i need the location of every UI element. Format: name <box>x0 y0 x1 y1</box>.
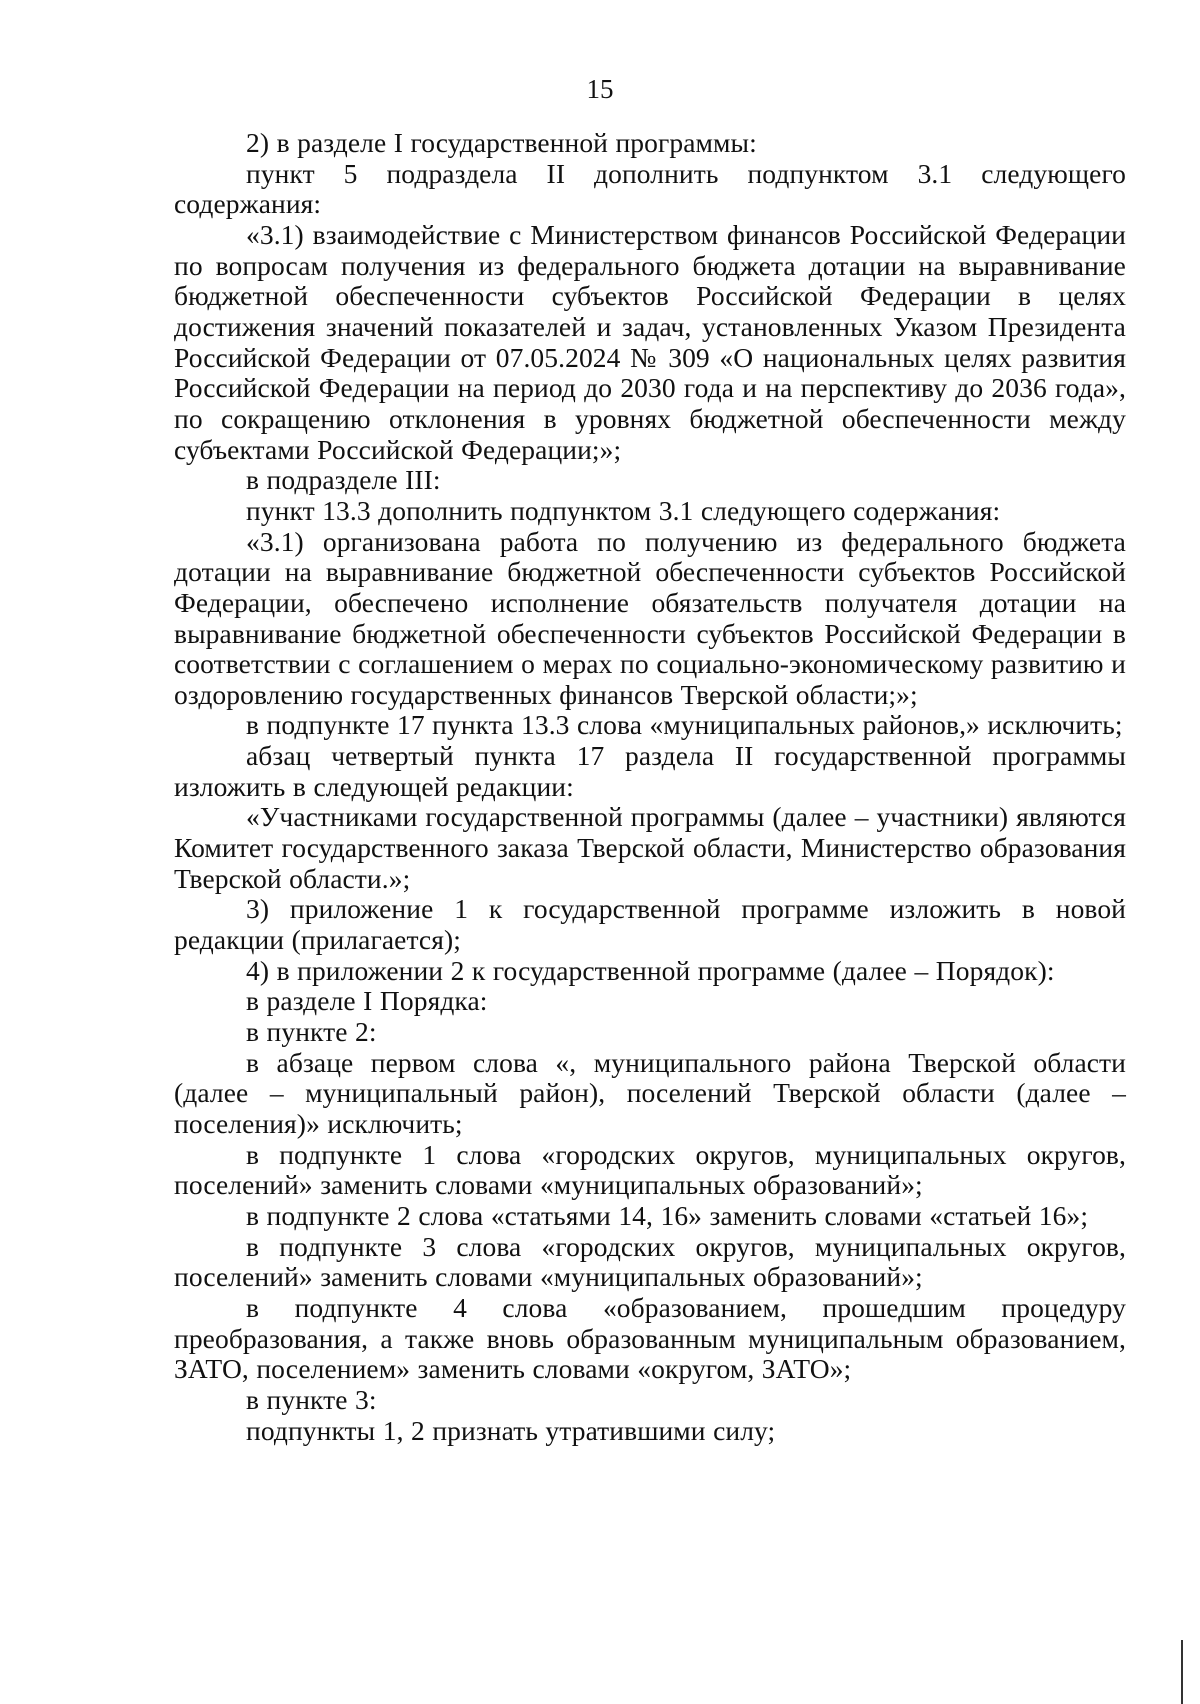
paragraph-point-5: пункт 5 подраздела II дополнить подпунктом 3.1 следующего содержания: <box>174 157 1126 220</box>
paragraph-point-3: в пункте 3: <box>246 1383 377 1415</box>
paragraph-subpoint-1: в подпункте 1 слова «городских округов, муниципальных округов, поселений» заменить словами «муниципальных образований»; <box>174 1138 1126 1201</box>
paragraph-subpoints-void: подпункты 1, 2 признать утратившими силу; <box>246 1414 776 1446</box>
paragraph-appendix-1: 3) приложение 1 к государственной программе изложить в новой редакции (прилагается); <box>174 893 1126 956</box>
paragraph-point-2: в пункте 2: <box>246 1016 377 1048</box>
paragraph-quote-3-1-organized: «3.1) организована работа по получению из федерального бюджета дотации на выравнивание бюджетной обеспеченности субъектов Российской Федерации, обеспечено исполнение обязательств получателя дотации на выравнивание бюджетной обеспеченности субъектов Российской Федерации в соответствии с соглашением о мерах по социально-экономическому развитию и оздоровлению государственных финансов Тверской области;»; <box>174 525 1126 710</box>
paragraph-abzac-fourth: абзац четвертый пункта 17 раздела II государственной программы изложить в следующей редакции: <box>174 740 1126 802</box>
page-number: 15 <box>586 74 614 104</box>
paragraph-section-i: 2) в разделе I государственной программы: <box>246 127 757 158</box>
paragraph-subsection-iii: в подразделе III: <box>246 464 441 496</box>
paragraph-appendix-2: 4) в приложении 2 к государственной программе (далее – Порядок): <box>246 954 1055 986</box>
paragraph-subpoint-4: в подпункте 4 слова «образованием, прошедшим процедуру преобразования, а также вновь образованным муниципальным образованием, ЗАТО, поселением» заменить словами «округом, ЗАТО»; <box>174 1291 1126 1385</box>
scan-edge-mark <box>1181 1640 1183 1704</box>
paragraph-abzac-first: в абзаце первом слова «, муниципального района Тверской области (далее – муниципальный район), поселений Тверской области (далее – поселения)» исключить; <box>174 1046 1126 1139</box>
paragraph-point-13-3: пункт 13.3 дополнить подпунктом 3.1 следующего содержания: <box>246 494 1001 526</box>
paragraph-subpoint-17: в подпункте 17 пункта 13.3 слова «муниципальных районов,» исключить; <box>246 709 1123 741</box>
paragraph-quote-3-1-interaction: «3.1) взаимодействие с Министерством финансов Российской Федерации по вопросам получения из федерального бюджета дотации на выравнивание бюджетной обеспеченности субъектов Российской Федерации в целях достижения значений показателей и задач, установленных Указом Президента Российской Федерации от 07.05.2024 № 309 «О национальных целях развития Российской Федерации на период до 2030 года и на перспективу до 2036 года», по сокращению отклонения в уровнях бюджетной обеспеченности между субъектами Российской Федерации;»; <box>174 218 1126 465</box>
paragraph-subpoint-3: в подпункте 3 слова «городских округов, муниципальных округов, поселений» заменить словами «муниципальных образований»; <box>174 1230 1126 1293</box>
document-body <box>174 128 1126 1446</box>
paragraph-quote-participants: «Участниками государственной программы (далее – участники) являются Комитет государственного заказа Тверской области, Министерство образования Тверской области.»; <box>174 801 1126 894</box>
paragraph-subpoint-2: в подпункте 2 слова «статьями 14, 16» заменить словами «статьей 16»; <box>246 1199 1089 1231</box>
paragraph-section-i-procedure: в разделе I Порядка: <box>246 985 488 1017</box>
